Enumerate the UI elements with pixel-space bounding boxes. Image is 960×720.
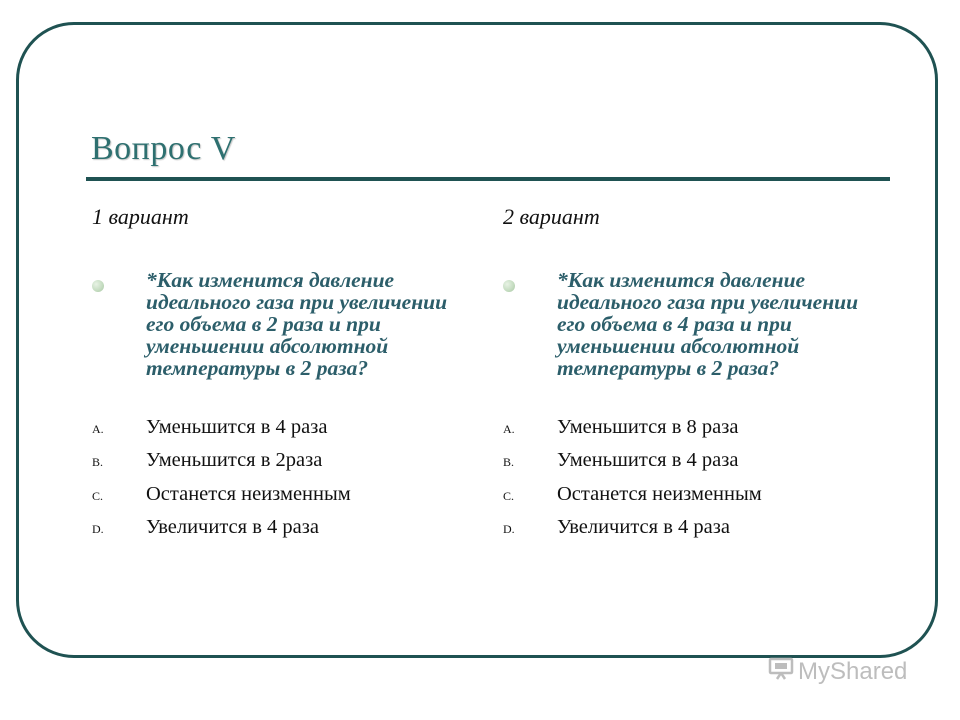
answer-text: Останется неизменным: [146, 482, 351, 505]
answer-option: [92, 516, 492, 550]
watermark-text: MyShared: [798, 657, 908, 685]
answer-marker: D.: [503, 522, 515, 537]
answer-marker: C.: [92, 488, 104, 503]
presentation-icon: [768, 656, 794, 687]
variant-1-question: *Как изменится давление идеального газа при увеличении его объема в 2 раза и при уменьшении абсолютной температуры в 2 раза?: [146, 268, 448, 380]
answer-text: Останется неизменным: [557, 482, 762, 505]
answer-text: Уменьшится в 4 раза: [557, 449, 739, 472]
bullet-icon: [503, 280, 515, 292]
answer-marker: B.: [92, 455, 104, 470]
variant-2-column: [503, 204, 903, 550]
answer-option: [92, 449, 492, 483]
answer-option: [503, 416, 903, 450]
answer-text: Уменьшится в 8 раза: [557, 415, 739, 438]
answer-option: [503, 449, 903, 483]
answer-text: Уменьшится в 2раза: [146, 449, 323, 472]
title-underline: [86, 177, 890, 181]
variant-1-column: [92, 204, 492, 550]
bullet-icon: [92, 280, 104, 292]
variant-2-question-item: [503, 270, 903, 380]
variant-1-question-item: [92, 270, 492, 380]
watermark: [768, 656, 907, 687]
variant-2-question: *Как изменится давление идеального газа при увеличении его объема в 4 раза и при уменьшении абсолютной температуры в 2 раза?: [557, 268, 859, 380]
slide-title: Вопрос V: [91, 130, 236, 167]
variant-1-answers: [92, 416, 492, 550]
variant-2-heading: 2 вариант: [503, 204, 600, 229]
answer-marker: B.: [503, 455, 515, 470]
answer-option: [503, 483, 903, 517]
answer-marker: A.: [92, 421, 104, 436]
answer-option: [92, 416, 492, 450]
answer-option: [92, 483, 492, 517]
answer-marker: D.: [92, 522, 104, 537]
variant-1-heading: 1 вариант: [92, 204, 189, 229]
answer-text: Увеличится в 4 раза: [557, 516, 730, 539]
variant-2-answers: [503, 416, 903, 550]
answer-option: [503, 516, 903, 550]
answer-text: Увеличится в 4 раза: [146, 516, 319, 539]
answer-text: Уменьшится в 4 раза: [146, 415, 328, 438]
answer-marker: A.: [503, 421, 515, 436]
answer-marker: C.: [503, 488, 515, 503]
